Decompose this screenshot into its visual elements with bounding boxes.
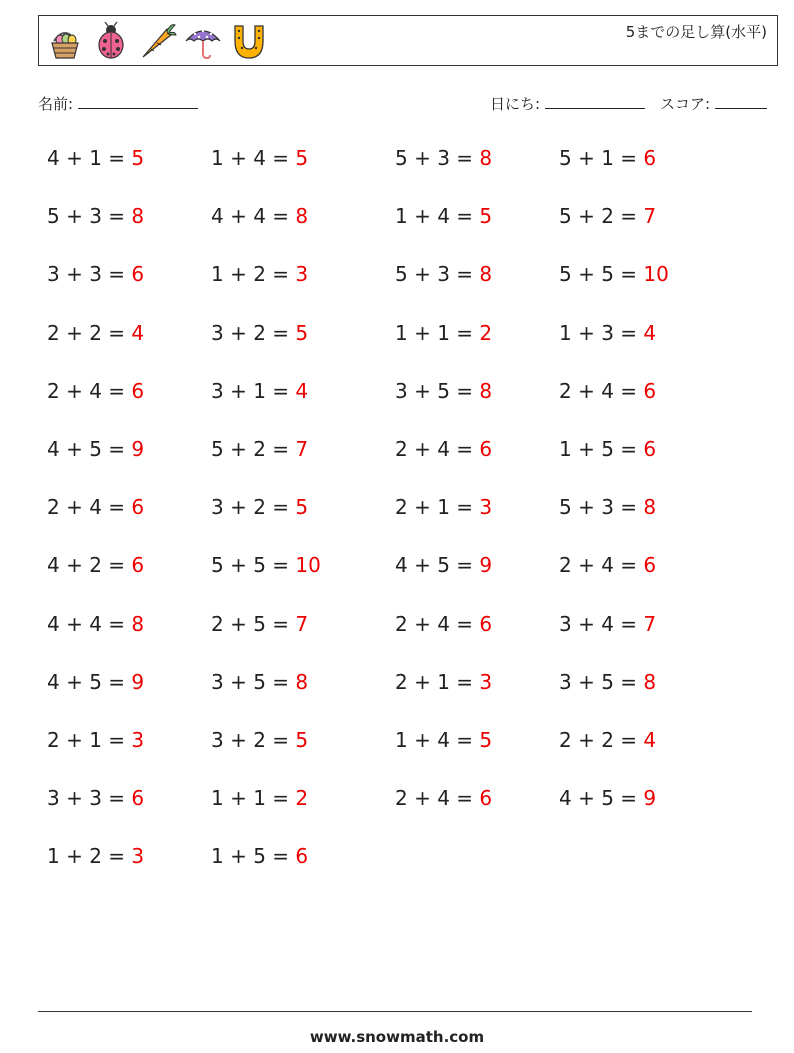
problem-answer: 7 — [295, 437, 309, 461]
problem-equation: 3 + 5 = — [211, 669, 296, 694]
problem-item — [211, 321, 308, 345]
problem-answer: 9 — [643, 786, 657, 811]
problem-answer: 5 — [295, 320, 309, 345]
problem-answer: 8 — [131, 204, 145, 229]
problem-answer: 9 — [131, 669, 145, 694]
problem-item — [395, 670, 492, 694]
name-blank[interactable] — [78, 94, 198, 109]
score-blank[interactable] — [715, 94, 767, 109]
problem-item — [395, 612, 492, 636]
score-label: スコア: — [660, 95, 711, 113]
problem-item — [211, 437, 308, 461]
problem-answer: 4 — [643, 320, 657, 345]
problem-item — [211, 728, 308, 752]
problem-answer: 10 — [643, 262, 669, 287]
problem-equation: 5 + 5 = — [559, 262, 644, 287]
problem-item — [47, 379, 144, 403]
problem-equation: 5 + 3 = — [395, 262, 480, 287]
problem-answer: 6 — [131, 262, 145, 287]
problem-equation: 2 + 4 = — [395, 611, 480, 636]
problem-equation: 5 + 1 = — [559, 146, 644, 170]
problem-item — [559, 728, 656, 752]
problem-answer: 5 — [479, 728, 493, 752]
problem-item — [211, 670, 308, 694]
problem-equation: 1 + 4 = — [395, 728, 480, 752]
problem-equation: 4 + 5 = — [47, 437, 132, 461]
problem-item — [211, 612, 308, 636]
problem-item — [395, 495, 492, 519]
problem-item — [395, 728, 492, 752]
problem-equation: 2 + 4 = — [395, 437, 480, 461]
carrot-icon — [137, 21, 177, 61]
problem-answer: 6 — [131, 553, 145, 578]
problem-answer: 6 — [479, 611, 493, 636]
problem-answer: 7 — [643, 204, 657, 229]
problem-equation: 3 + 2 = — [211, 728, 296, 752]
problem-item — [395, 321, 492, 345]
problem-equation: 1 + 2 = — [211, 262, 296, 287]
problem-item — [395, 786, 492, 810]
name-field — [38, 93, 198, 114]
problem-item — [559, 786, 656, 810]
problem-item — [211, 786, 308, 810]
problem-answer: 6 — [295, 844, 309, 869]
problem-answer: 4 — [643, 728, 657, 752]
problem-answer: 5 — [479, 204, 493, 229]
problem-item — [47, 321, 144, 345]
worksheet-header — [38, 15, 778, 66]
problem-item — [559, 553, 656, 577]
problem-equation: 4 + 5 = — [559, 786, 644, 811]
problem-equation: 2 + 4 = — [559, 378, 644, 403]
problem-answer: 3 — [479, 669, 493, 694]
horseshoe-icon — [229, 21, 269, 61]
problem-answer: 8 — [643, 669, 657, 694]
problem-answer: 3 — [479, 495, 493, 520]
problem-answer: 6 — [643, 553, 657, 578]
problem-item — [559, 204, 656, 228]
problem-item — [47, 844, 144, 868]
problem-answer: 6 — [643, 146, 657, 170]
problem-item — [211, 553, 321, 577]
problem-answer: 4 — [295, 378, 309, 403]
problem-answer: 8 — [479, 262, 493, 287]
problem-answer: 5 — [295, 146, 309, 170]
problem-equation: 2 + 5 = — [211, 611, 296, 636]
problem-item — [395, 146, 492, 170]
ladybug-icon — [91, 21, 131, 61]
problem-equation: 3 + 1 = — [211, 378, 296, 403]
problem-equation: 3 + 3 = — [47, 786, 132, 811]
problem-item — [395, 553, 492, 577]
problem-equation: 1 + 5 = — [559, 437, 644, 461]
problem-equation: 4 + 5 = — [395, 553, 480, 578]
problem-item — [47, 553, 144, 577]
problem-answer: 9 — [479, 553, 493, 578]
problem-equation: 3 + 4 = — [559, 611, 644, 636]
problem-answer: 2 — [479, 320, 493, 345]
problem-answer: 8 — [479, 146, 493, 170]
problem-item — [47, 437, 144, 461]
problem-answer: 3 — [295, 262, 309, 287]
problem-equation: 1 + 3 = — [559, 320, 644, 345]
problem-answer: 8 — [295, 204, 309, 229]
problem-item — [211, 379, 308, 403]
problem-answer: 7 — [643, 611, 657, 636]
problem-equation: 2 + 4 = — [559, 553, 644, 578]
problem-equation: 5 + 2 = — [559, 204, 644, 229]
problem-equation: 4 + 4 = — [47, 611, 132, 636]
problem-equation: 1 + 4 = — [211, 146, 296, 170]
problem-equation: 5 + 3 = — [47, 204, 132, 229]
problem-equation: 1 + 1 = — [211, 786, 296, 811]
problem-equation: 2 + 4 = — [47, 378, 132, 403]
easter-basket-icon — [45, 21, 85, 61]
problem-answer: 6 — [643, 437, 657, 461]
date-blank[interactable] — [545, 94, 645, 109]
problem-item — [47, 612, 144, 636]
problem-item — [211, 204, 308, 228]
problem-equation: 1 + 2 = — [47, 844, 132, 869]
problem-item — [211, 146, 308, 170]
problem-answer: 8 — [643, 495, 657, 520]
problem-answer: 8 — [295, 669, 309, 694]
footer-website: www.snowmath.com — [309, 1028, 485, 1046]
name-label: 名前: — [38, 95, 74, 113]
problem-answer: 10 — [295, 553, 321, 578]
problem-item — [211, 844, 308, 868]
problem-answer: 6 — [479, 437, 493, 461]
problem-item — [559, 437, 656, 461]
problem-item — [559, 670, 656, 694]
problem-equation: 2 + 2 = — [559, 728, 644, 752]
problem-answer: 8 — [131, 611, 145, 636]
problem-answer: 5 — [295, 495, 309, 520]
problem-equation: 4 + 1 = — [47, 146, 132, 170]
problem-answer: 2 — [295, 786, 309, 811]
problem-answer: 5 — [295, 728, 309, 752]
problem-equation: 2 + 1 = — [395, 495, 480, 520]
problem-equation: 5 + 5 = — [211, 553, 296, 578]
problem-equation: 3 + 3 = — [47, 262, 132, 287]
umbrella-icon — [183, 21, 223, 61]
problem-item — [395, 204, 492, 228]
problem-item — [395, 437, 492, 461]
problem-equation: 2 + 1 = — [47, 728, 132, 752]
problem-answer: 6 — [131, 378, 145, 403]
problem-item — [47, 146, 144, 170]
footer-divider — [38, 1011, 752, 1012]
problem-answer: 3 — [131, 728, 145, 752]
problem-item — [559, 495, 656, 519]
problem-item — [559, 146, 656, 170]
problem-answer: 6 — [131, 786, 145, 811]
problem-answer: 3 — [131, 844, 145, 869]
date-field — [490, 93, 645, 114]
problem-item — [559, 262, 669, 286]
problem-equation: 5 + 2 = — [211, 437, 296, 461]
problem-item — [395, 379, 492, 403]
problem-item — [559, 379, 656, 403]
problem-item — [211, 262, 308, 286]
problem-answer: 6 — [479, 786, 493, 811]
problem-equation: 2 + 1 = — [395, 669, 480, 694]
problem-item — [559, 321, 656, 345]
problem-item — [211, 495, 308, 519]
problem-equation: 3 + 2 = — [211, 320, 296, 345]
problem-answer: 6 — [131, 495, 145, 520]
problem-answer: 7 — [295, 611, 309, 636]
problem-equation: 4 + 2 = — [47, 553, 132, 578]
problem-item — [559, 612, 656, 636]
problem-item — [47, 495, 144, 519]
problem-answer: 4 — [131, 320, 145, 345]
problem-answer: 9 — [131, 437, 145, 461]
problem-equation: 5 + 3 = — [559, 495, 644, 520]
problem-equation: 3 + 5 = — [559, 669, 644, 694]
problem-equation: 3 + 2 = — [211, 495, 296, 520]
problem-equation: 2 + 2 = — [47, 320, 132, 345]
problem-equation: 2 + 4 = — [47, 495, 132, 520]
problem-item — [395, 262, 492, 286]
problem-equation: 1 + 1 = — [395, 320, 480, 345]
problem-item — [47, 204, 144, 228]
problem-item — [47, 670, 144, 694]
date-label: 日にち: — [490, 95, 541, 113]
problem-equation: 4 + 5 = — [47, 669, 132, 694]
problem-item — [47, 728, 144, 752]
problem-answer: 6 — [643, 378, 657, 403]
problem-equation: 4 + 4 = — [211, 204, 296, 229]
problem-equation: 3 + 5 = — [395, 378, 480, 403]
problem-item — [47, 786, 144, 810]
problem-equation: 1 + 4 = — [395, 204, 480, 229]
problem-equation: 5 + 3 = — [395, 146, 480, 170]
worksheet-title: 5までの足し算(水平) — [625, 23, 767, 41]
score-field — [660, 93, 767, 114]
problem-equation: 2 + 4 = — [395, 786, 480, 811]
problem-item — [47, 262, 144, 286]
problem-answer: 8 — [479, 378, 493, 403]
problem-equation: 1 + 5 = — [211, 844, 296, 869]
header-icons — [45, 21, 269, 61]
problem-answer: 5 — [131, 146, 145, 170]
